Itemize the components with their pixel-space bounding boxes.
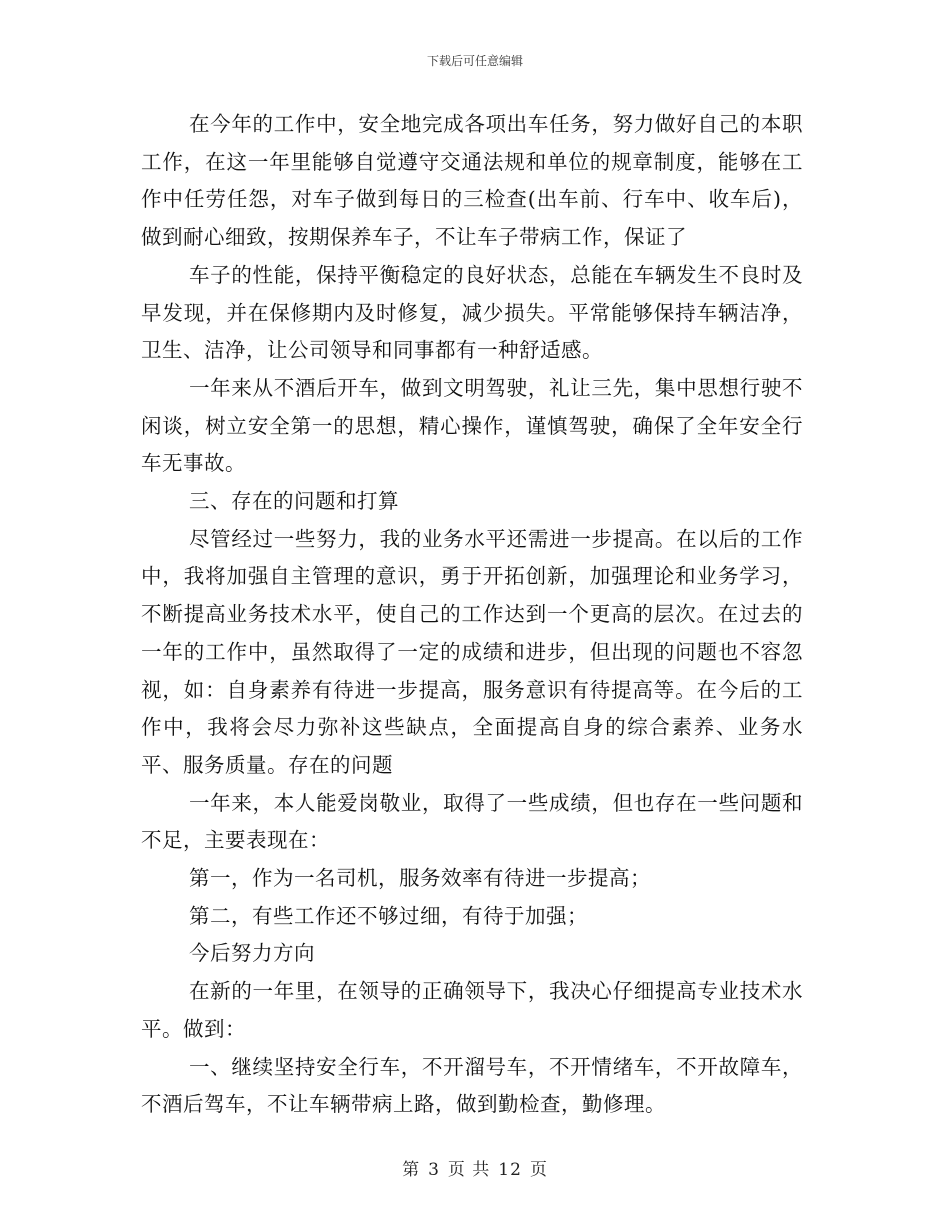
paragraph-3: 一年来从不酒后开车，做到文明驾驶，礼让三先，集中思想行驶不闲谈，树立安全第一的思想，精心操作，谨慎驾驶，确保了全年安全行车无事故。: [141, 375, 803, 476]
total-pages-number: 12: [498, 1160, 522, 1180]
paragraph-6: 在新的一年里，在领导的正确领导下，我决心仔细提高专业技术水平。做到：: [141, 979, 803, 1041]
list-item-first: 第一，作为一名司机，服务效率有待进一步提高；: [189, 866, 651, 891]
subheading-future-direction: 今后努力方向: [189, 941, 315, 966]
paragraph-7: 一、继续坚持安全行车，不开溜号车，不开情绪车，不开故障车，不酒后驾车，不让车辆带病上路，做到勤检查，勤修理。: [141, 1054, 803, 1117]
page-header: 下载后可任意编辑: [426, 54, 523, 68]
section-heading: 三、存在的问题和打算: [189, 489, 399, 514]
paragraph-2: 车子的性能，保持平衡稳定的良好状态，总能在车辆发生不良时及早发现，并在保修期内及时修复，减少损失。平常能够保持车辆洁净，卫生、洁净，让公司领导和同事都有一种舒适感。: [141, 262, 803, 363]
paragraph-4: 尽管经过一些努力，我的业务水平还需进一步提高。在以后的工作中，我将加强自主管理的意识，勇于开拓创新，加强理论和业务学习，不断提高业务技术水平，使自己的工作达到一个更高的层次。在过去的一年的工作中，虽然取得了一定的成绩和进步，但出现的问题也不容忽视，如：自身素养有待进一步提高，服务意识有待提高等。在今后的工作中，我将会尽力弥补这些缺点，全面提高自身的综合素养、业务水平、服务质量。存在的问题: [141, 526, 803, 777]
page-label-prefix: 第: [402, 1160, 421, 1180]
document-body: [141, 106, 803, 1124]
paragraph-1: 在今年的工作中，安全地完成各项出车任务，努力做好自己的本职工作，在这一年里能够自觉遵守交通法规和单位的规章制度，能够在工作中任劳任怨，对车子做到每日的三检查(出车前、行车中、收车后)，做到耐心细致，按期保养车子，不让车子带病工作，保证了: [141, 112, 803, 250]
list-item-second: 第二，有些工作还不够过细，有待于加强；: [189, 903, 588, 928]
page-label-mid: 页 共: [447, 1160, 491, 1180]
paragraph-5: 一年来，本人能爱岗敬业，取得了一些成绩，但也存在一些问题和不足，主要表现在：: [141, 790, 803, 853]
page-label-suffix: 页: [529, 1160, 548, 1180]
current-page-number: 3: [428, 1160, 440, 1180]
page-footer: [0, 1155, 950, 1180]
